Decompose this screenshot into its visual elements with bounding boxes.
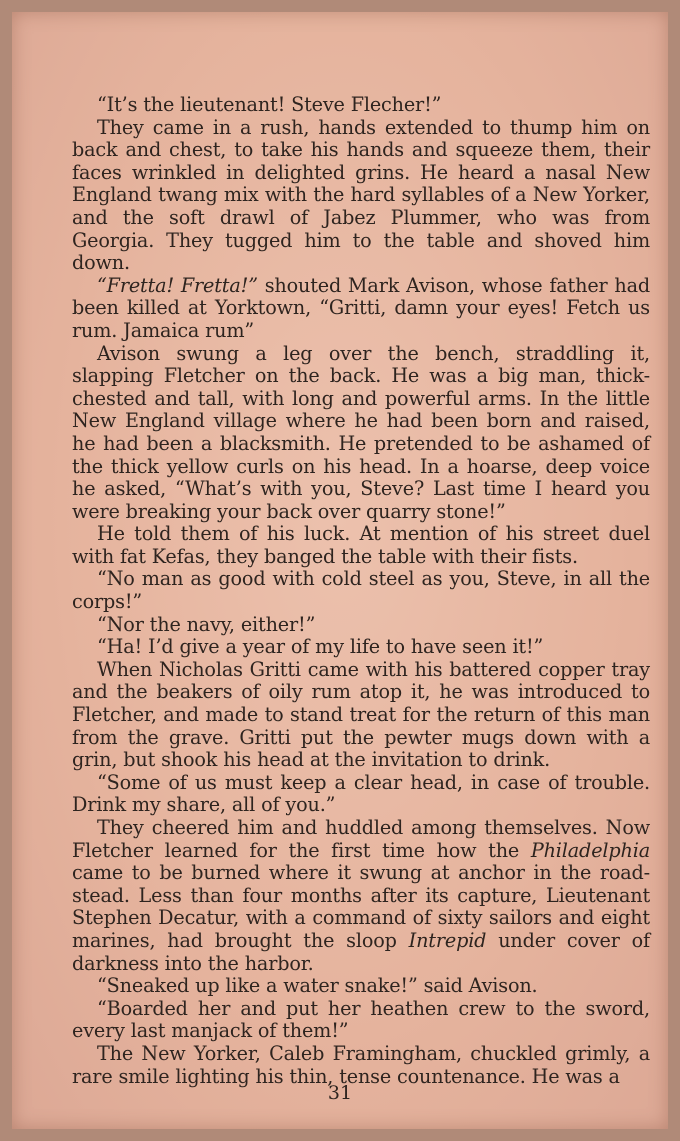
narration-text: They came in a rush, hands extended to thump him on back and chest, to take his hands and squeeze them, their faces wrinkled in delighted grins. He heard a nasal New England twang mix with the hard syllables of a New Yorker, and the soft drawl of Jabez Plummer, who was from Georgia. They tugged him to the table and shoved him down. — [72, 115, 650, 275]
dialogue-line: “Nor the navy, either!” — [97, 612, 316, 636]
paragraph — [72, 275, 650, 343]
narration-text: They cheered him and huddled among themselves. Now Fletcher learned for the first time how the — [72, 816, 650, 862]
paragraph — [72, 568, 650, 613]
paragraph — [72, 614, 650, 637]
paragraph — [72, 998, 650, 1043]
italic-dialogue: “Fretta! Fretta!” — [97, 273, 258, 297]
page-text — [72, 94, 650, 1088]
book-page — [12, 12, 668, 1129]
narration-text: He told them of his luck. At mention of his street duel with fat Kefas, they banged the table with their fists. — [72, 522, 650, 568]
page-number: 31 — [327, 1082, 353, 1104]
narration-text: The New Yorker, Caleb Framingham, chuckled grimly, a rare smile lighting his thin, tense countenance. He was a — [72, 1041, 650, 1088]
narration-text: When Nicholas Gritti came with his battered copper tray and the beakers of oily rum atop it, he was introduced to Fletcher, and made to stand treat for the return of this man from the grave. Gritti put the pewter mugs down with a grin, but shook his head at the invitation to drink. — [72, 657, 650, 772]
narration-text: shouted Mark Avison, whose father had been killed at Yorktown, “Gritti, damn your eyes! Fetch us rum. Jamaica rum” — [72, 273, 651, 342]
paragraph — [72, 817, 650, 975]
paragraph — [72, 659, 650, 772]
paragraph — [72, 772, 650, 817]
paragraph — [72, 94, 650, 117]
paragraph — [72, 975, 650, 998]
ship-name-philadelphia: Philadelphia — [530, 838, 650, 862]
paragraph — [72, 523, 650, 568]
dialogue-line: “Some of us must keep a clear head, in case of trouble. Drink my share, all of you.” — [72, 770, 650, 817]
narration-text: came to be burned where it swung at anchor in the road-stead. Less than four months after its capture, Lieutenant Stephen Decatur, with a command of sixty sailors and eight marines, had brought the sloop — [72, 861, 650, 952]
paragraph — [72, 343, 650, 524]
paragraph — [72, 117, 650, 275]
ship-name-intrepid: Intrepid — [408, 928, 487, 952]
dialogue-line: “No man as good with cold steel as you, Steve, in all the corps!” — [72, 567, 650, 614]
narration-text: under cover of darkness into the harbor. — [72, 928, 650, 975]
dialogue-line: “It’s the lieutenant! Steve Flecher!” — [97, 93, 442, 116]
narration-text: Avison swung a leg over the bench, straddling it, slapping Fletcher on the back. He was a big man, thick-chested and tall, with long and powerful arms. In the little New England village where he had been born and raised, he had been a blacksmith. He pretended to be ashamed of the thick yellow curls on his head. In a hoarse, deep voice he asked, “What’s with you, Steve? Last time I heard you were breaking your back over quarry stone!” — [72, 341, 650, 523]
dialogue-line: “Boarded her and put her heathen crew to the sword, every last manjack of them!” — [72, 996, 650, 1043]
paragraph — [72, 636, 650, 659]
dialogue-line: “Sneaked up like a water snake!” said Avison. — [97, 974, 538, 998]
dialogue-line: “Ha! I’d give a year of my life to have seen it!” — [97, 635, 544, 659]
